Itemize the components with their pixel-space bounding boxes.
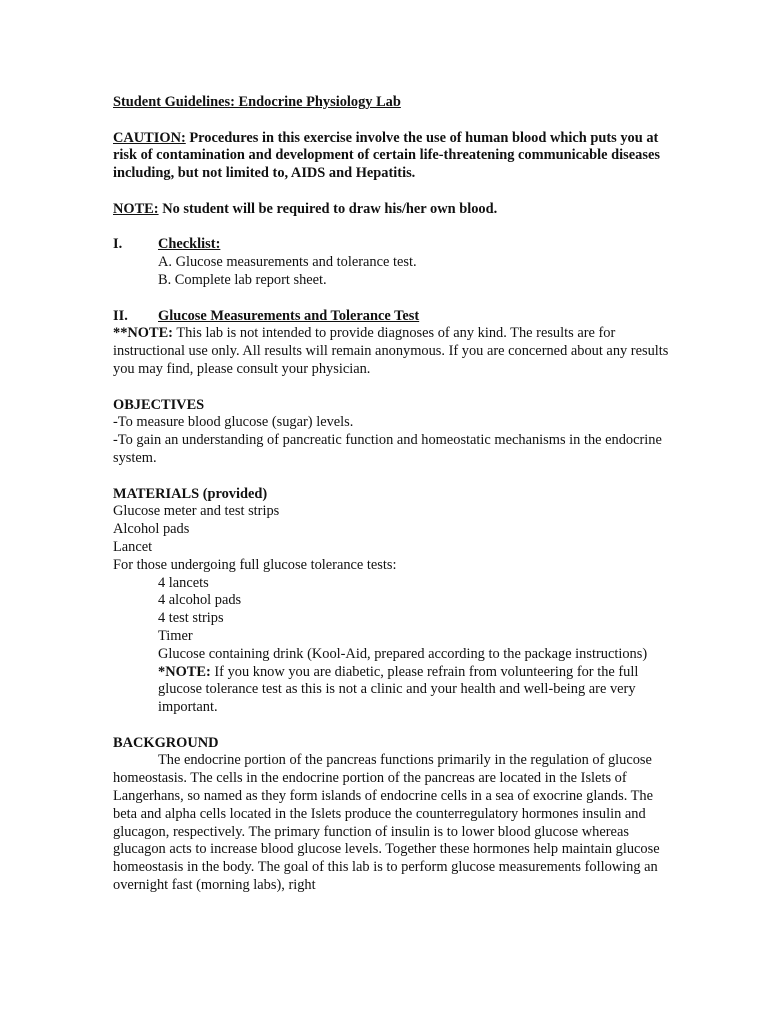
sub-material-item: 4 lancets: [158, 574, 209, 591]
document-title: Student Guidelines: Endocrine Physiology Lab: [113, 94, 401, 110]
caution-label: CAUTION:: [113, 129, 186, 146]
sub-material-item: 4 test strips: [158, 610, 224, 627]
material-item: For those undergoing full glucose tolerance tests:: [113, 556, 397, 573]
objective-item: -To measure blood glucose (sugar) levels.: [113, 414, 354, 431]
disclaimer-paragraph: [113, 325, 673, 378]
section-glucose: [113, 308, 673, 326]
sub-material-item: Timer: [158, 627, 193, 644]
disclaimer-text: This lab is not intended to provide diagnoses of any kind. The results are for instructional use only. All results will remain anonymous. If you are concerned about any results you may find, please consult your physician.: [113, 325, 669, 377]
caution-text: Procedures in this exercise involve the use of human blood which puts you at risk of contamination and development of certain life-threatening communicable diseases including, but not limited to, AIDS and Hepatitis.: [113, 129, 660, 182]
diabetic-note-label: *NOTE:: [158, 663, 211, 680]
material-item: Lancet: [113, 538, 153, 555]
background-heading: BACKGROUND: [113, 734, 219, 751]
document-page: [113, 94, 673, 895]
sub-material-item: Glucose containing drink (Kool-Aid, prepared according to the package instructions): [158, 645, 648, 662]
caution-paragraph: [113, 130, 673, 183]
section-checklist: [113, 236, 673, 289]
note-text: No student will be required to draw his/her own blood.: [162, 200, 498, 217]
background-paragraph: The endocrine portion of the pancreas functions primarily in the regulation of glucose homeostasis. The cells in the endocrine portion of the pancreas are located in the Islets of Langerhans, so named as they form islands of endocrine cells in a sea of exocrine glands. The beta and alpha cells located in the Islets produce the counterregulatory hormones insulin and glucagon, respectively. The primary function of insulin is to lower blood glucose whereas glucagon acts to increase blood glucose levels. Together these hormones help maintain glucose homeostasis in the body. The goal of this lab is to perform glucose measurements following an overnight fast (morning labs), right: [113, 752, 660, 894]
material-item: Alcohol pads: [113, 521, 190, 538]
diabetic-note: [158, 664, 673, 717]
section-heading: Glucose Measurements and Tolerance Test: [158, 307, 420, 324]
section-number: II.: [113, 307, 128, 324]
note-label: NOTE:: [113, 200, 159, 217]
disclaimer-label: **NOTE:: [113, 325, 173, 342]
diabetic-note-text: If you know you are diabetic, please refrain from volunteering for the full glucose tolerance test as this is not a clinic and your health and well-being are very important.: [158, 663, 639, 716]
materials-heading: MATERIALS (provided): [113, 485, 268, 502]
objective-item: -To gain an understanding of pancreatic function and homeostatic mechanisms in the endocrine system.: [113, 432, 662, 466]
section-heading: Checklist:: [158, 236, 221, 253]
section-number: I.: [113, 236, 123, 253]
material-item: Glucose meter and test strips: [113, 503, 280, 520]
checklist-item: A. Glucose measurements and tolerance test.: [158, 254, 417, 271]
objectives-heading: OBJECTIVES: [113, 396, 205, 413]
sub-material-item: 4 alcohol pads: [158, 592, 242, 609]
tolerance-materials-list: [113, 575, 673, 717]
note-paragraph: [113, 201, 673, 219]
checklist-item: B. Complete lab report sheet.: [158, 271, 327, 288]
